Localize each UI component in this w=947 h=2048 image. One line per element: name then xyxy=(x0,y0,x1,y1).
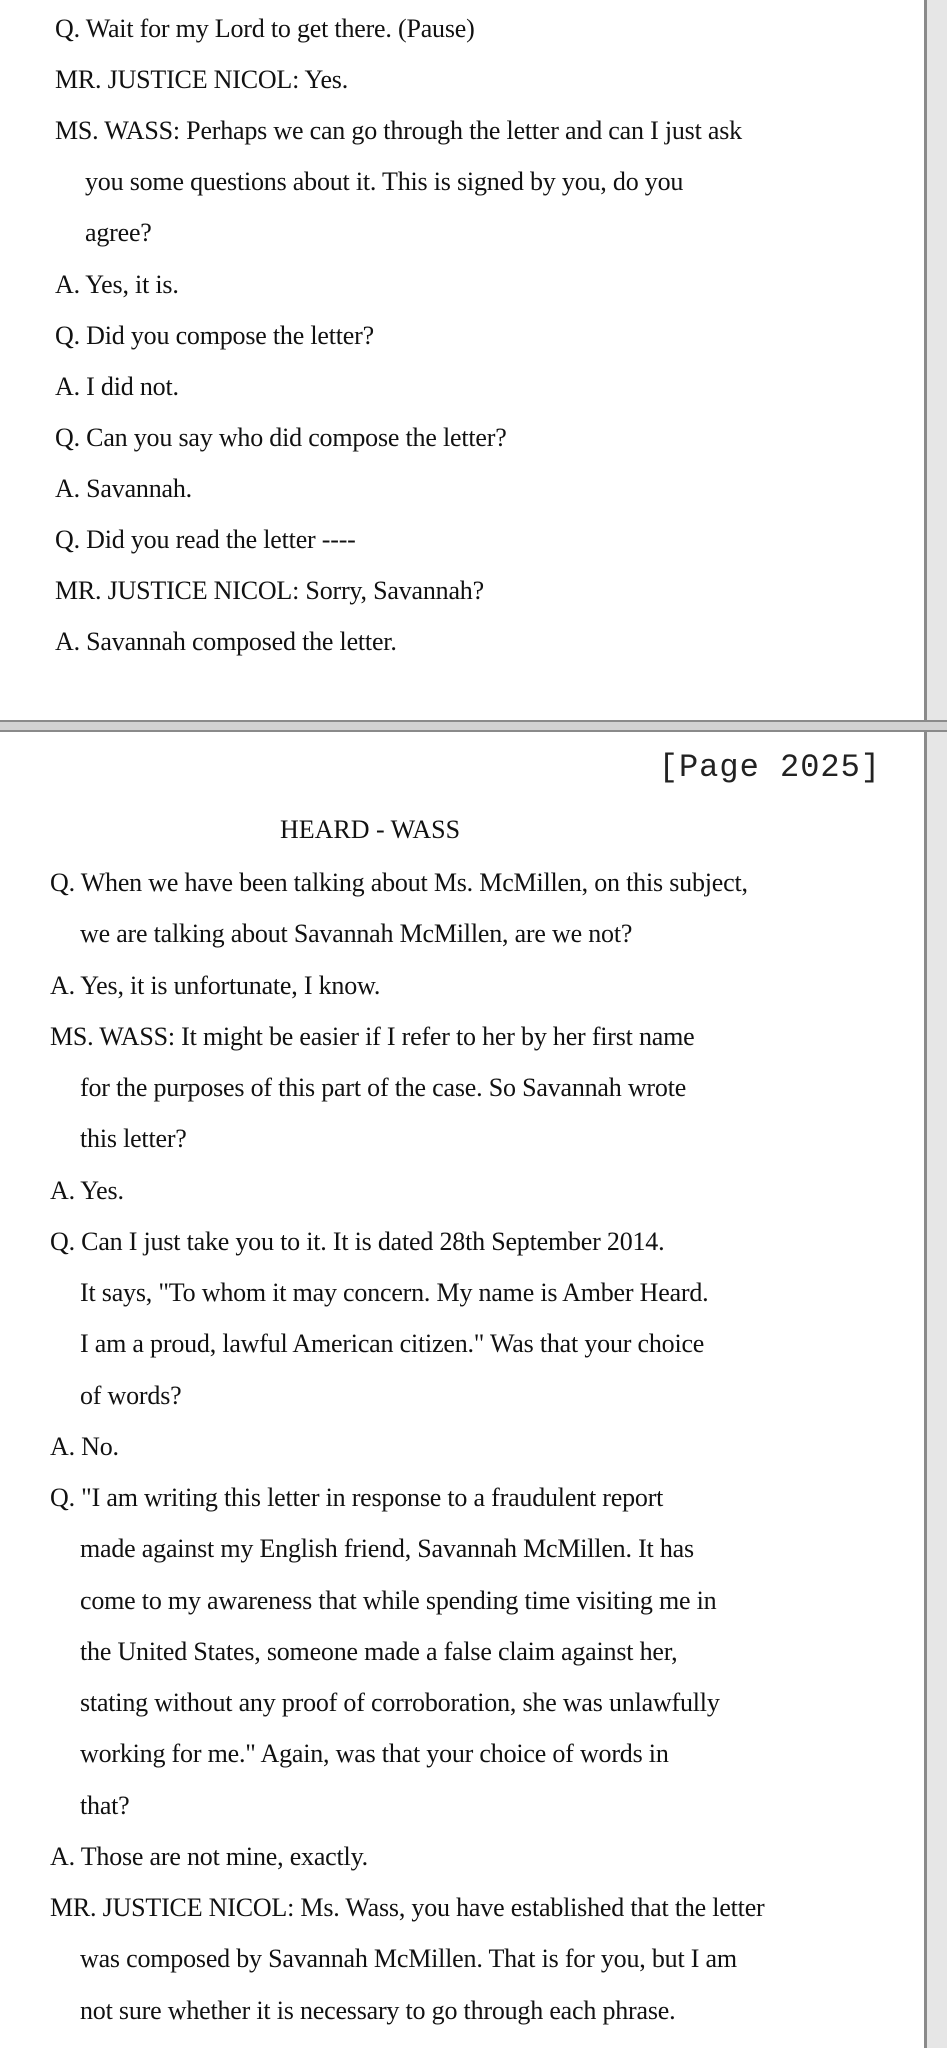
transcript-line: A. Savannah. xyxy=(55,474,192,503)
transcript-line: that? xyxy=(80,1791,130,1820)
transcript-line: we are talking about Savannah McMillen, are we not? xyxy=(80,919,633,948)
transcript-line: Q. Can I just take you to it. It is dated 28th September 2014. xyxy=(50,1227,665,1256)
transcript-line: A. Those are not mine, exactly. xyxy=(50,1842,368,1871)
transcript-line: agree? xyxy=(85,218,152,247)
transcript-line: Q. Did you compose the letter? xyxy=(55,321,374,350)
transcript-line: Q. Did you read the letter ---- xyxy=(55,525,356,554)
transcript-line: made against my English friend, Savannah McMillen. It has xyxy=(80,1534,694,1563)
transcript-line: MS. WASS: Perhaps we can go through the letter and can I just ask xyxy=(55,116,742,145)
page-separator xyxy=(0,720,947,732)
transcript-line: A. Yes. xyxy=(50,1176,124,1205)
transcript-line: Q. Can you say who did compose the letter? xyxy=(55,423,507,452)
transcript-page-top xyxy=(0,0,927,720)
transcript-line: Q. Wait for my Lord to get there. (Pause) xyxy=(55,14,475,43)
transcript-line: It says, "To whom it may concern. My name is Amber Heard. xyxy=(80,1278,709,1307)
transcript-line: Q. "I am writing this letter in response to a fraudulent report xyxy=(50,1483,664,1512)
transcript-line: I am a proud, lawful American citizen." Was that your choice xyxy=(80,1329,705,1358)
transcript-line: A. Savannah composed the letter. xyxy=(55,627,397,656)
section-heading: HEARD - WASS xyxy=(279,815,461,844)
transcript-line: come to my awareness that while spending time visiting me in xyxy=(80,1586,717,1615)
transcript-line: A. No. xyxy=(50,1432,119,1461)
transcript-line: this letter? xyxy=(80,1124,187,1153)
transcript-line: MR. JUSTICE NICOL: Sorry, Savannah? xyxy=(55,576,484,605)
transcript-line: the United States, someone made a false claim against her, xyxy=(80,1637,678,1666)
transcript-line: for the purposes of this part of the case. So Savannah wrote xyxy=(80,1073,687,1102)
transcript-line: was composed by Savannah McMillen. That is for you, but I am xyxy=(80,1944,737,1973)
transcript-line: A. I did not. xyxy=(55,372,179,401)
transcript-line: of words? xyxy=(80,1381,182,1410)
transcript-line: MR. JUSTICE NICOL: Yes. xyxy=(55,65,349,94)
page-border xyxy=(924,0,927,720)
transcript-line: A. Yes, it is. xyxy=(55,270,179,299)
transcript-line: working for me." Again, was that your choice of words in xyxy=(80,1739,669,1768)
transcript-line: Q. When we have been talking about Ms. McMillen, on this subject, xyxy=(50,868,748,897)
transcript-line: stating without any proof of corroboration, she was unlawfully xyxy=(80,1688,720,1717)
transcript-line: MS. WASS: It might be easier if I refer to her by her first name xyxy=(50,1022,695,1051)
transcript-line: A. Yes, it is unfortunate, I know. xyxy=(50,971,381,1000)
page-number: [Page 2025] xyxy=(658,749,881,786)
transcript-line: MR. JUSTICE NICOL: Ms. Wass, you have established that the letter xyxy=(50,1893,765,1922)
transcript-line: not sure whether it is necessary to go through each phrase. xyxy=(80,1996,676,2025)
transcript-line: you some questions about it. This is signed by you, do you xyxy=(85,167,684,196)
page-border xyxy=(924,732,927,2048)
